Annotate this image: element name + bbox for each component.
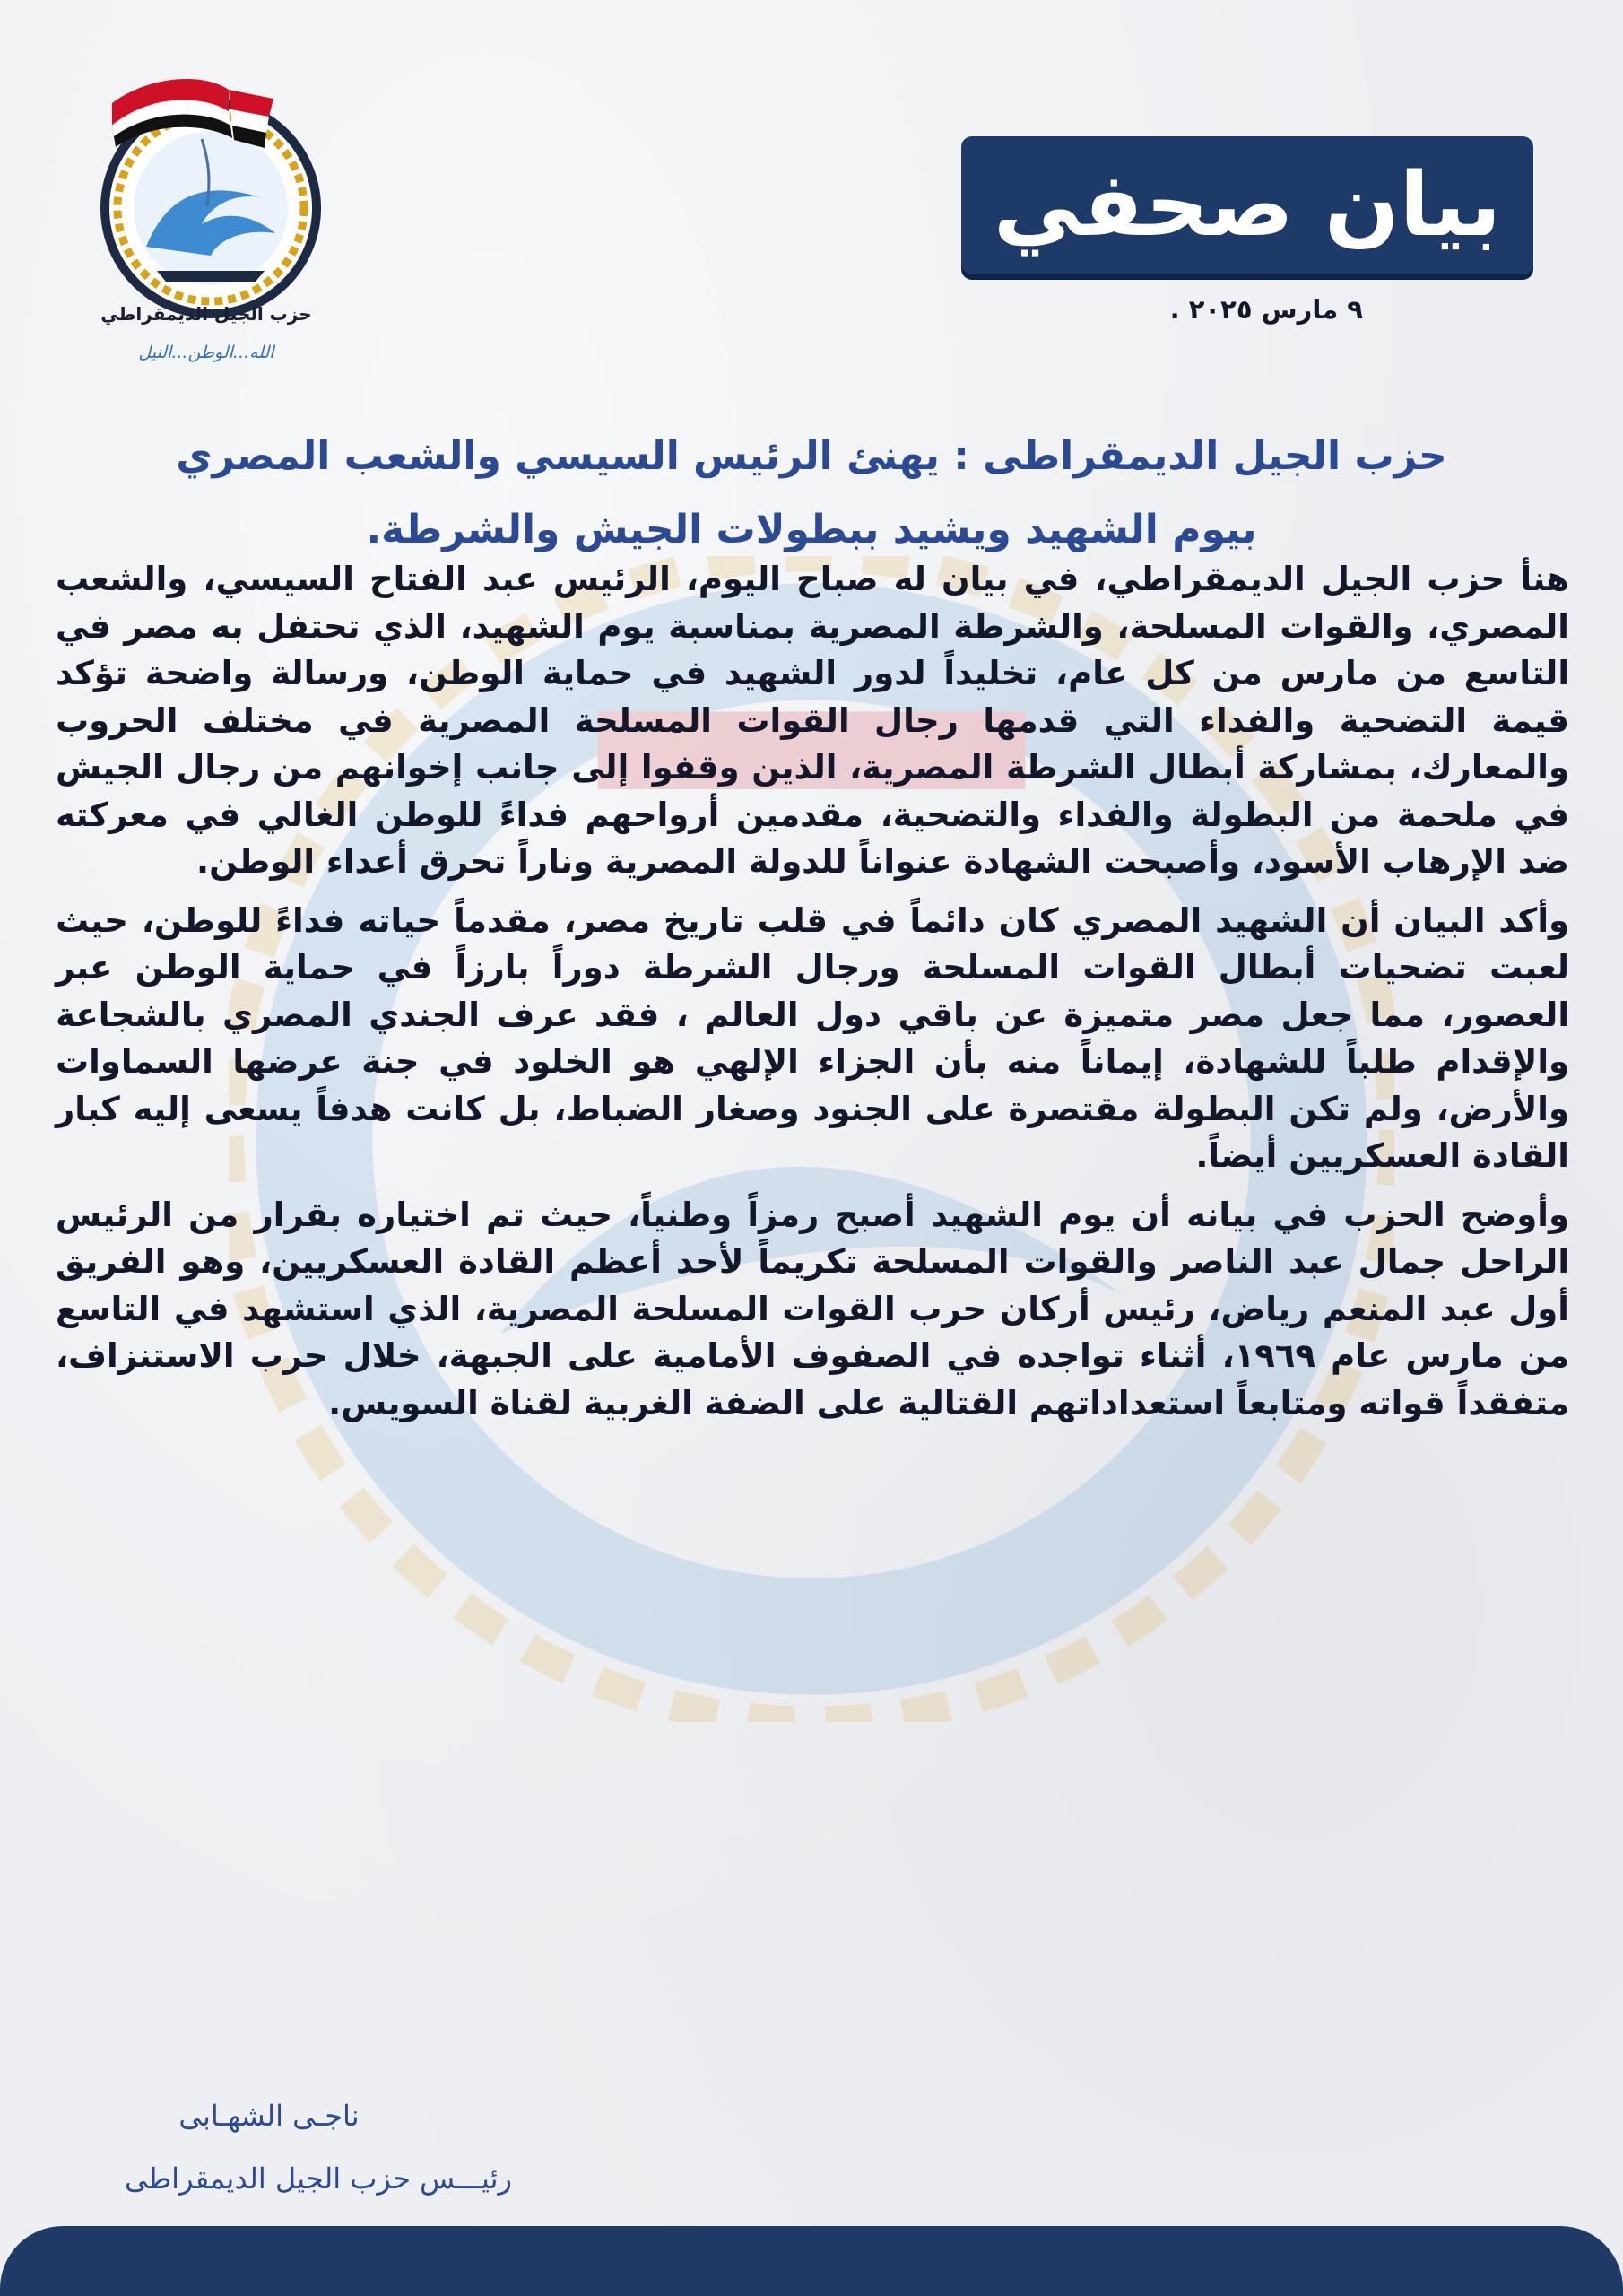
logo-party-name: حزب الجيل الديمقراطي [100, 303, 312, 325]
paragraph: وأكد البيان أن الشهيد المصري كان دائماً في قلب تاريخ مصر، مقدماً حياته فداءً للوطن، حيث لعبت تضحيات أبطال القوات المسلحة ورجال الشرطة دوراً بارزاً في حماية الوطن عبر العصور، مما جعل مصر متميزة عن باقي دول العالم ، فقد عرف الجندي المصري بالشجاعة والإقدام طلباً للشهادة، إيماناً منه بأن الجزاء الإلهي هو الخلود في جنة عرضها السماوات والأرض، ولم تكن البطولة مقتصرة على الجنود وصغار الضباط، بل كانت هدفاً يسعى إليه كبار القادة العسكريين أيضاً. [56, 900, 1569, 1175]
logo-slogan: الله...الوطن...النيل [138, 343, 274, 362]
press-release-badge [961, 136, 1533, 274]
headline [63, 420, 1560, 567]
press-release-label: بيان صحفي [993, 154, 1502, 257]
footer-bar [0, 2226, 1623, 2296]
signatory-name: ناجـى الشهـابى [178, 2099, 360, 2133]
paragraph: هنأ حزب الجيل الديمقراطي، في بيان له صباح اليوم، الرئيس عبد الفتاح السيسي، والشعب المصري، والقوات المسلحة، والشرطة المصرية بمناسبة يوم الشهيد، الذي تحتفل به مصر في التاسع من مارس من كل عام، تخليداً لدور الشهيد في حماية الوطن، ورسالة واضحة تؤكد قيمة التضحية والفداء التي قدمها رجال القوات المسلحة المصرية في مختلف الحروب والمعارك، بمشاركة أبطال الشرطة المصرية، الذين وقفوا إلى جانب إخوانهم من رجال الجيش في ملحمة من البطولة والفداء والتضحية، مقدمين أرواحهم فداءً للوطن الغالي في معركته ضد الإرهاب الأسود، وأصبحت الشهادة عنواناً للدولة المصرية وناراً تحرق أعداء الوطن. [56, 560, 1569, 881]
headline-line-1: حزب الجيل الديمقراطى : يهنئ الرئيس السيسي والشعب المصري [176, 433, 1447, 479]
party-logo [76, 63, 345, 372]
release-date: ٩ مارس ٢٠٢٥ . [1169, 294, 1363, 325]
paragraph: وأوضح الحزب في بيانه أن يوم الشهيد أصبح رمزاً وطنياً، حيث تم اختياره بقرار من الرئيس الراحل جمال عبد الناصر والقوات المسلحة تكريماً لأحد أعظم القادة العسكريين، وهو الفريق أول عبد المنعم رياض، رئيس أركان حرب القوات المسلحة المصرية، الذي استشهد في التاسع من مارس عام ١٩٦٩، أثناء تواجده في الصفوف الأمامية على الجبهة، خلال حرب الاستنزاف، متفقداً قواته ومتابعاً استعداداتهم القتالية على الضفة الغربية لقناة السويس. [56, 1195, 1569, 1422]
signatory-title: رئيـــس حزب الجيل الديمقراطى [125, 2161, 512, 2196]
headline-line-2: بيوم الشهيد ويشيد ببطولات الجيش والشرطة. [366, 507, 1257, 552]
statement-body [56, 556, 1569, 1439]
